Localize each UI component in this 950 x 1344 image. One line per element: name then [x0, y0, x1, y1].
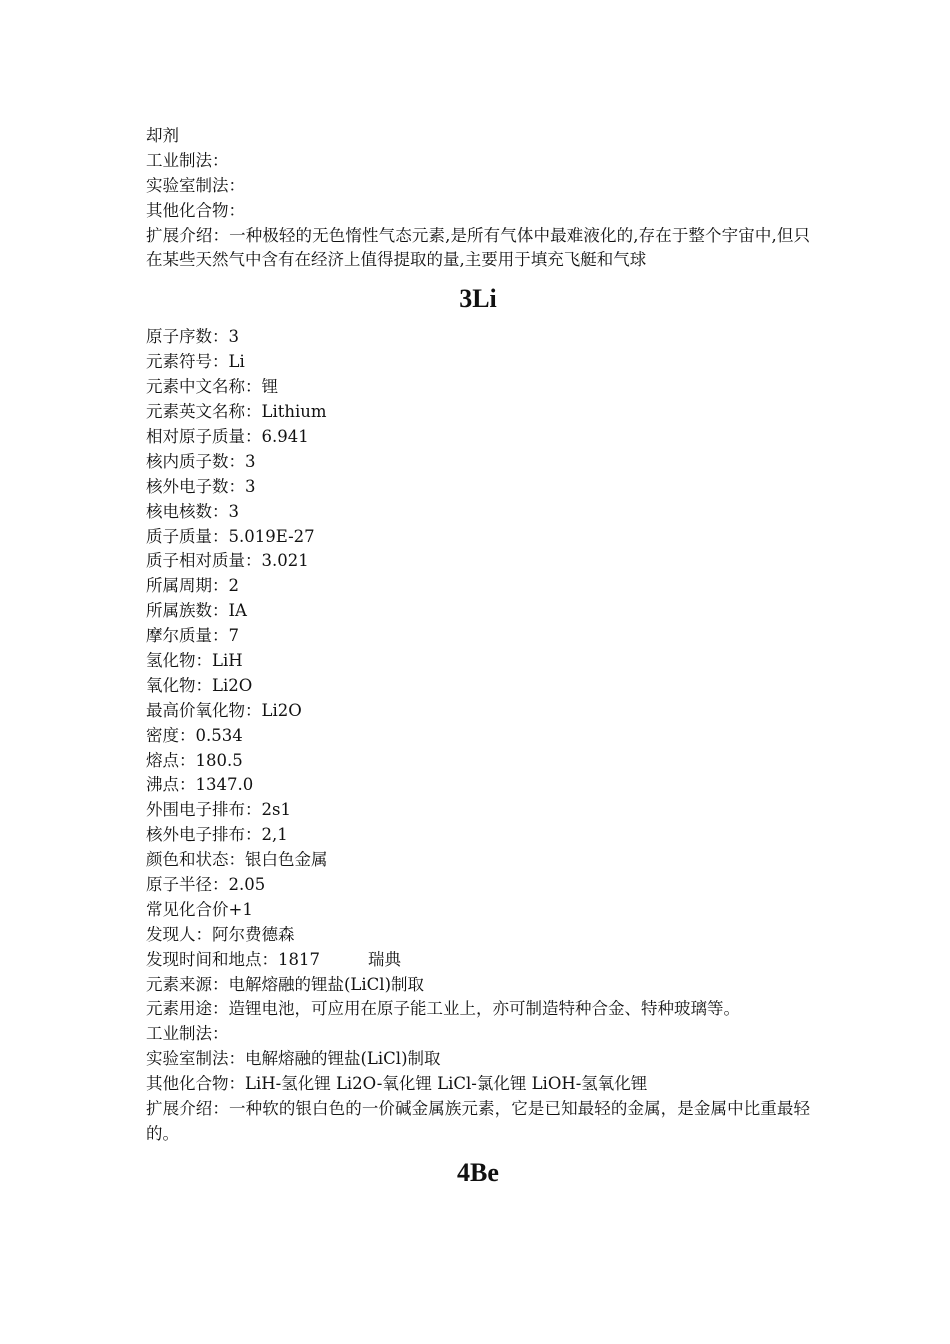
- property-line: 密度：0.534: [146, 725, 243, 745]
- property-line: 常见化合价+1: [146, 899, 253, 919]
- property-line: 摩尔质量：7: [146, 626, 239, 646]
- property-line: 核内质子数：3: [146, 451, 256, 471]
- property-line: 外围电子排布：2s1: [146, 800, 291, 820]
- property-line: 工业制法：: [146, 1024, 229, 1044]
- discovery-time-label: 发现时间和地点：1817: [146, 949, 320, 969]
- section-heading-lithium: 3Li: [459, 284, 497, 314]
- property-line: 质子相对质量：3.021: [146, 551, 309, 571]
- extended-intro-paragraph: 扩展介绍：一种极轻的无色惰性气态元素,是所有气体中最难液化的,存在于整个宇宙中,但只在某些天然气中含有在经济上值得提取的量,主要用于填充飞艇和气球: [146, 225, 810, 270]
- discovery-place: 瑞典: [368, 949, 401, 969]
- property-line: 元素符号：Li: [146, 352, 245, 372]
- property-line: 质子质量：5.019E-27: [146, 526, 315, 546]
- property-line: 元素英文名称：Lithium: [146, 402, 327, 422]
- property-line: 核电核数：3: [146, 501, 239, 521]
- text-line: 其他化合物：: [146, 200, 245, 220]
- property-line: 熔点：180.5: [146, 750, 243, 770]
- property-line: 相对原子质量：6.941: [146, 426, 309, 446]
- property-line: 元素中文名称：锂: [146, 377, 278, 397]
- property-line: 核外电子数：3: [146, 476, 256, 496]
- property-line: 氢化物：LiH: [146, 650, 243, 670]
- document-content: [146, 124, 810, 1199]
- property-line: 元素用途：造锂电池，可应用在原子能工业上，亦可制造特种合金、特种玻璃等。: [146, 999, 740, 1019]
- text-line: 却剂: [146, 126, 179, 145]
- extended-intro-paragraph: 扩展介绍：一种软的银白色的一价碱金属族元素，它是已知最轻的金属，是金属中比重最轻的。: [146, 1098, 810, 1143]
- property-line: 沸点：1347.0: [146, 775, 254, 795]
- property-line: 核外电子排布：2,1: [146, 825, 288, 845]
- property-line: 原子序数：3: [146, 327, 239, 347]
- property-line: 元素来源：电解熔融的锂盐(LiCl)制取: [146, 974, 425, 994]
- discovery-line: [146, 948, 810, 973]
- property-line: 原子半径：2.05: [146, 874, 266, 894]
- property-line: 所属族数：IA: [146, 601, 247, 621]
- property-line: 氧化物：Li2O: [146, 675, 253, 695]
- property-line: 发现人：阿尔费德森: [146, 924, 295, 944]
- section-heading-beryllium: 4Be: [457, 1157, 499, 1187]
- text-line: 工业制法：: [146, 150, 229, 170]
- property-line: 所属周期：2: [146, 576, 239, 596]
- property-line: 实验室制法：电解熔融的锂盐(LiCl)制取: [146, 1049, 441, 1069]
- property-line: 颜色和状态：银白色金属: [146, 850, 328, 870]
- property-line: 最高价氧化物：Li2O: [146, 700, 302, 720]
- property-line: 其他化合物：LiH-氢化锂 Li2O-氧化锂 LiCl-氯化锂 LiOH-氢氧化锂: [146, 1074, 648, 1094]
- text-line: 实验室制法：: [146, 175, 245, 195]
